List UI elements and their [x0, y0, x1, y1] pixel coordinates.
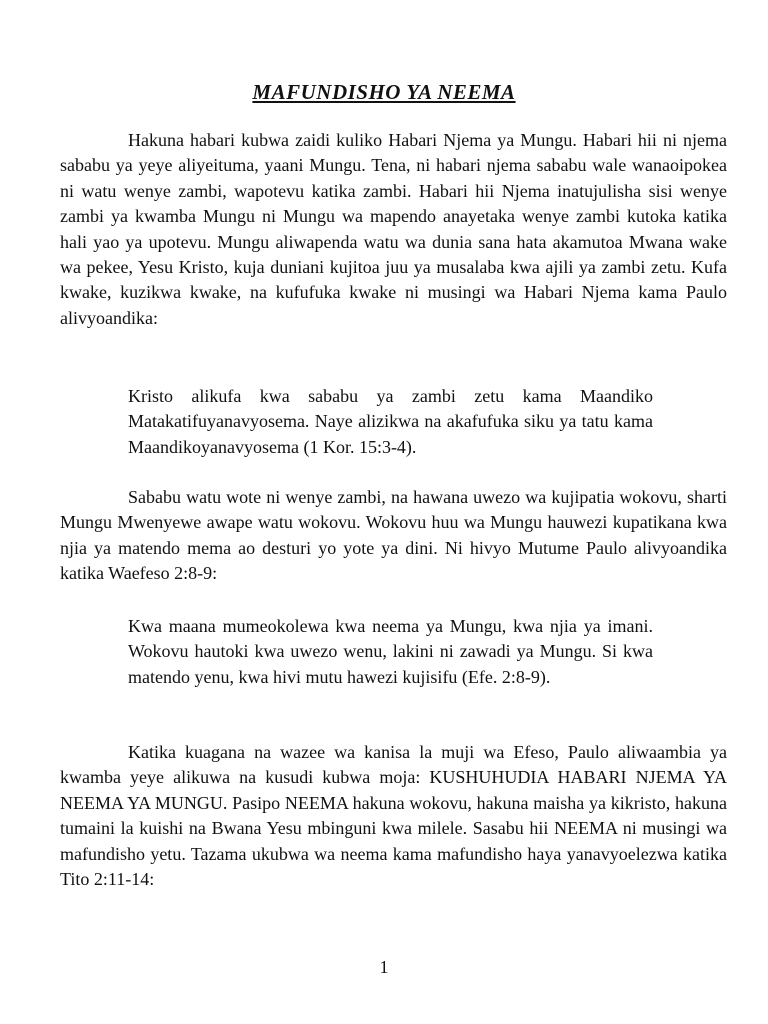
block-quote-ephesians: Kwa maana mumeokolewa kwa neema ya Mungu, kwa njia ya imani. Wokovu hautoki kwa uwezo wenu, lakini ni zawadi ya Mungu. Si kwa matendo yenu, kwa hivi mutu hawezi kujisifu (Efe. 2:8-9).	[128, 616, 653, 687]
page-title: MAFUNDISHO YA NEEMA	[252, 80, 516, 104]
page-number: 1	[379, 957, 389, 977]
paragraph-intro: Hakuna habari kubwa zaidi kuliko Habari Njema ya Mungu. Habari hii ni njema sababu ya yeye aliyeituma, yaani Mungu. Tena, ni habari njema sababu wale wanaoipokea ni watu wenye zambi, wapotevu katika zambi. Habari hii Njema inatujulisha sisi wenye zambi ya kwamba Mungu ni Mungu wa mapendo anayetaka wenye zambi kutoka katika hali yao ya upotevu. Mungu aliwapenda watu wa dunia sana hata akamutoa Mwana wake wa pekee, Yesu Kristo, kuja duniani kujitoa juu ya musalaba kwa ajili ya zambi zetu. Kufa kwake, kuzikwa kwake, na kufufuka kwake ni musingi wa Habari Njema kama Paulo alivyoandika:	[60, 130, 727, 328]
paragraph-salvation: Sababu watu wote ni wenye zambi, na hawana uwezo wa kujipatia wokovu, sharti Mungu Mwenyewe awape watu wokovu. Wokovu huu wa Mungu hauwezi kupatikana kwa njia ya matendo mema ao desturi yo yote ya dini. Ni hivyo Mutume Paulo alivyoandika katika Waefeso 2:8-9:	[60, 487, 727, 584]
block-quote-1-corinthians: Kristo alikufa kwa sababu ya zambi zetu kama Maandiko Matakatifuyanavyosema. Naye alizikwa na akafufuka siku ya tatu kama Maandikoyanavyosema (1 Kor. 15:3-4).	[128, 386, 653, 457]
paragraph-grace: Katika kuagana na wazee wa kanisa la muji wa Efeso, Paulo aliwaambia ya kwamba yeye alikuwa na kusudi kubwa moja: KUSHUHUDIA HABARI NJEMA YA NEEMA YA MUNGU. Pasipo NEEMA hakuna wokovu, hakuna maisha ya kikristo, hakuna tumaini la kuishi na Bwana Yesu mbinguni kwa milele. Sasabu hii NEEMA ni musingi wa mafundisho yetu. Tazama ukubwa wa neema kama mafundisho haya yanavyoelezwa katika Tito 2:11-14:	[60, 742, 727, 890]
